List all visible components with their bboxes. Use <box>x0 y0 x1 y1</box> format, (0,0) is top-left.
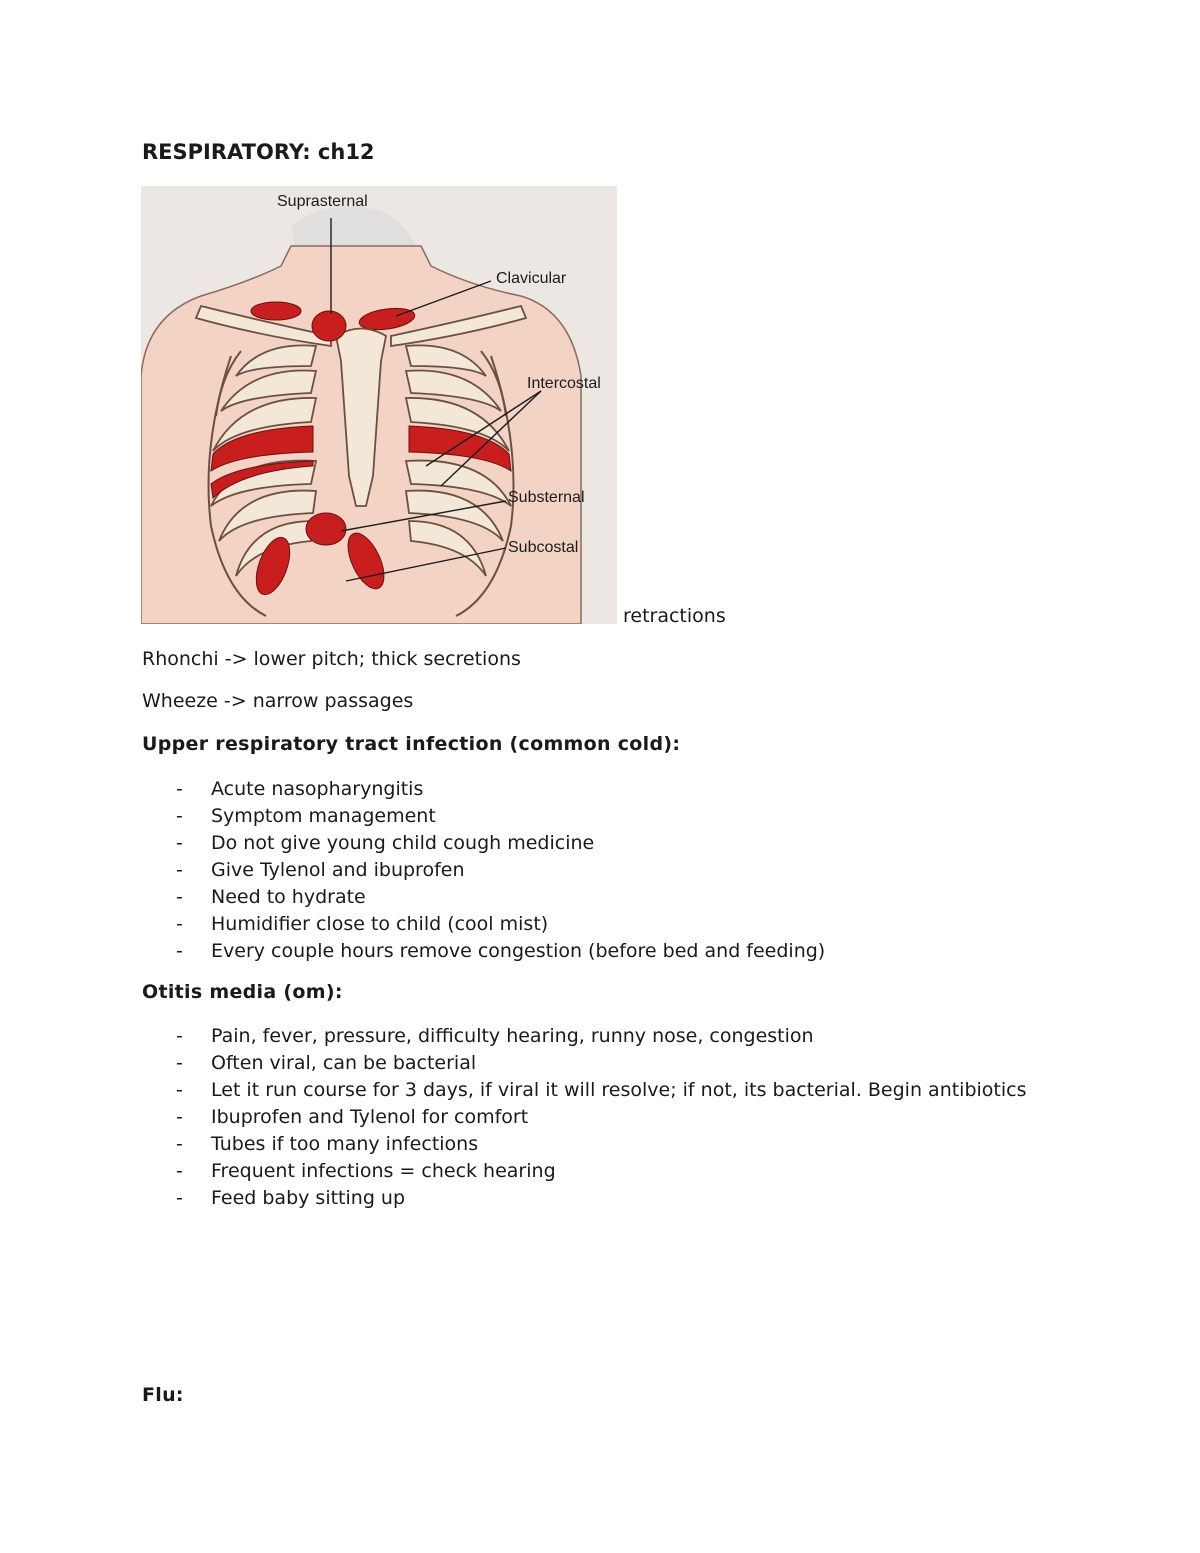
substernal-retraction <box>306 513 346 545</box>
note-wheeze: Wheeze -> narrow passages <box>142 690 414 712</box>
bullet-dash: - <box>176 913 183 935</box>
label-substernal: Substernal <box>508 489 585 506</box>
list-item: - Do not give young child cough medicine <box>0 830 1200 857</box>
list-item: - Give Tylenol and ibuprofen <box>0 857 1200 884</box>
label-clavicular: Clavicular <box>496 270 567 287</box>
bullet-dash: - <box>176 859 183 881</box>
urti-list <box>0 776 1200 965</box>
label-suprasternal: Suprasternal <box>277 193 368 210</box>
bullet-dash: - <box>176 805 183 827</box>
bullet-dash: - <box>176 832 183 854</box>
section-heading-otitis: Otitis media (om): <box>142 981 343 1003</box>
page-title: RESPIRATORY: ch12 <box>142 140 375 164</box>
otitis-list <box>0 1023 1200 1212</box>
suprasternal-retraction <box>312 311 346 341</box>
bullet-dash: - <box>176 1160 183 1182</box>
bullet-dash: - <box>176 778 183 800</box>
list-item: - Tubes if too many infections <box>0 1131 1200 1158</box>
list-item: - Humidifier close to child (cool mist) <box>0 911 1200 938</box>
section-heading-flu: Flu: <box>142 1384 184 1406</box>
list-item: - Acute nasopharyngitis <box>0 776 1200 803</box>
figure-caption: retractions <box>623 605 726 627</box>
list-item: - Every couple hours remove congestion (before bed and feeding) <box>0 938 1200 965</box>
label-subcostal: Subcostal <box>508 539 579 556</box>
bullet-dash: - <box>176 1052 183 1074</box>
list-item: - Frequent infections = check hearing <box>0 1158 1200 1185</box>
bullet-dash: - <box>176 1106 183 1128</box>
list-item: - Let it run course for 3 days, if viral it will resolve; if not, its bacterial. Begin antibiotics <box>0 1077 1200 1104</box>
bullet-dash: - <box>176 1079 183 1101</box>
list-item: - Pain, fever, pressure, difficulty hearing, runny nose, congestion <box>0 1023 1200 1050</box>
list-item: - Feed baby sitting up <box>0 1185 1200 1212</box>
list-item: - Ibuprofen and Tylenol for comfort <box>0 1104 1200 1131</box>
list-item: - Need to hydrate <box>0 884 1200 911</box>
note-rhonchi: Rhonchi -> lower pitch; thick secretions <box>142 648 521 670</box>
bullet-dash: - <box>176 1025 183 1047</box>
list-item: - Often viral, can be bacterial <box>0 1050 1200 1077</box>
retractions-figure <box>141 186 617 624</box>
bullet-dash: - <box>176 940 183 962</box>
chest-retractions-illustration <box>141 186 617 624</box>
list-item: - Symptom management <box>0 803 1200 830</box>
label-intercostal: Intercostal <box>527 375 601 392</box>
bullet-dash: - <box>176 1133 183 1155</box>
bullet-dash: - <box>176 1187 183 1209</box>
section-heading-urti: Upper respiratory tract infection (common cold): <box>142 733 681 755</box>
bullet-dash: - <box>176 886 183 908</box>
